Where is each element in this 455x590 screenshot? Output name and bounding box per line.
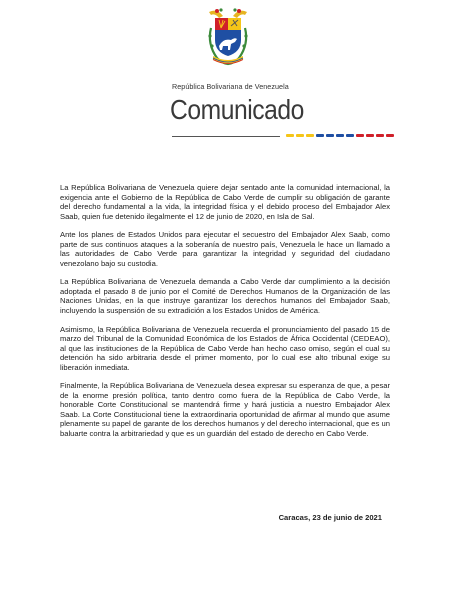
paragraph: La República Bolivariana de Venezuela demanda a Cabo Verde dar cumplimiento a la decisión adoptada el pasado 8 de junio por el Comité de Derechos Humanos de la Organización de las Naciones Unidas, en la que instruye garantizar los derechos humanos del Embajador Saab, incluyendo la suspensión de su extradición a los Estados Unidos de América. <box>60 277 390 316</box>
flag-color-strip <box>286 134 396 139</box>
paragraph: Finalmente, la República Bolivariana de Venezuela desea expresar su esperanza de que, a pesar de la enorme presión política, tanto dentro como fuera de la República de Cabo Verde, la honorable Corte Constitucional se mantendrá firme y hará justicia a nuestro Embajador Alex Saab. La Corte Constitucional tiene la extraordinaria oportunidad de afirmar al mundo que asume plenamente su papel de garante de los derechos humanos y del derecho internacional, que es un baluarte contra la arbitrariedad y que es un guardián del estado de derecho en Cabo Verde. <box>60 381 390 439</box>
coat-of-arms-icon <box>203 6 253 68</box>
issuer-name: República Bolivariana de Venezuela <box>172 82 289 91</box>
title-underline <box>172 136 280 137</box>
paragraph: Asimismo, la República Bolivariana de Venezuela recuerda el pronunciamiento del pasado 15 de marzo del Tribunal de la Comunidad Económica de los Estados de África Occidental (CEDEAO), al que las instituciones de la República de Cabo Verde han hecho caso omiso, según el cual su detención ha sido arbitraria desde el primer momento, por lo cual ese alto tribunal exige su liberación inmediata. <box>60 324 390 372</box>
paragraph: Ante los planes de Estados Unidos para ejecutar el secuestro del Embajador Alex Saab, como parte de sus continuos ataques a la soberanía de nuestro país, Venezuela le hace un llamado a las autoridades de Cabo Verde para garantizar la integridad y seguridad del ciudadano venezolano bajo su custodia. <box>60 230 390 268</box>
communique-body <box>60 183 390 448</box>
page-title: Comunicado <box>170 94 304 125</box>
place-date-signature: Caracas, 23 de junio de 2021 <box>278 513 382 522</box>
paragraph: La República Bolivariana de Venezuela quiere dejar sentado ante la comunidad internacional, la exigencia ante el Gobierno de la República de Cabo Verde de cumplir su obligación de garante del derecho fundamental a la vida, la integridad física y el debido proceso del Embajador Alex Saab, quien fue detenido ilegalmente el 12 de junio de 2020, en Isla de Sal. <box>60 183 390 221</box>
